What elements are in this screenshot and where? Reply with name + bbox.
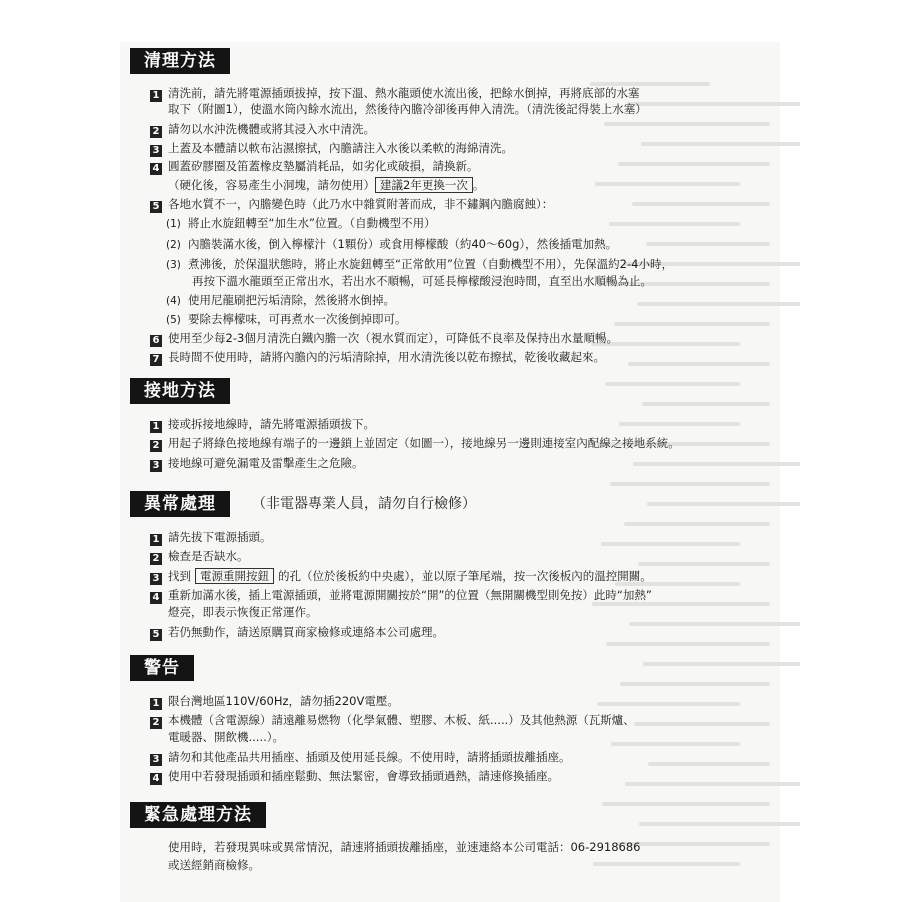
show-through-line: [609, 222, 740, 226]
text-line: [150, 350, 605, 366]
text-line: [150, 588, 652, 604]
item-number-badge: 5: [150, 201, 162, 213]
text-line: [150, 456, 364, 472]
text-line: [150, 122, 375, 138]
show-through-line: [611, 742, 740, 746]
line-text: 請勿和其他產品共用插座、插頭及使用延長線。不使用時，請將插頭拔離插座。: [168, 750, 571, 764]
section-title: 警告: [130, 655, 194, 681]
show-through-line: [629, 622, 800, 626]
show-through-line: [628, 362, 770, 366]
note-prefix: （硬化後，容易產生小洞塊，請勿使用）: [168, 178, 375, 192]
sub-item-number: (2): [166, 239, 181, 251]
line-text: 限台灣地區110V/60Hz，請勿插220V電壓。: [168, 694, 399, 708]
show-through-line: [624, 522, 770, 526]
show-through-line: [637, 302, 800, 306]
item-number-badge: 4: [150, 773, 162, 785]
text-line: [150, 713, 635, 729]
item-number-badge: 5: [150, 629, 162, 641]
item-number-badge: 2: [150, 717, 162, 729]
text-line: [168, 605, 318, 620]
text-line: [150, 86, 640, 102]
item-number-badge: 1: [150, 421, 162, 433]
show-through-line: [639, 822, 800, 826]
item-number-badge: 3: [150, 145, 162, 157]
show-through-line: [620, 682, 770, 686]
sub-item-text: 再按下溫水龍頭至正常出水，若出水不順暢，可延長檸檬酸浸泡時間，直至出水順暢為止。: [192, 274, 652, 288]
replace-advice-box: 建議2年更換一次: [375, 177, 473, 193]
show-through-line: [605, 382, 740, 386]
reset-button-box: 電源重開按鈕: [195, 568, 274, 584]
sub-item-line: [166, 237, 617, 253]
line-text: 電暖器、開飲機.....）。: [168, 730, 285, 744]
line-text: 燈亮，即表示恢復正常運作。: [168, 605, 318, 619]
abnormal-item-3: [150, 569, 652, 585]
sub-item-number: (3): [166, 259, 181, 271]
text-line: [150, 549, 249, 565]
show-through-line: [619, 422, 740, 426]
line-text: 重新加滿水後，插上電源插頭，並將電源開關按於“開”的位置（無開關機型則免按）此時“加熱”: [168, 588, 652, 602]
show-through-line: [614, 322, 770, 326]
item-number-badge: 4: [150, 592, 162, 604]
show-through-line: [647, 502, 800, 506]
item-number-badge: 3: [150, 754, 162, 766]
section-title: 清理方法: [130, 48, 230, 74]
sub-item-line: [166, 216, 436, 232]
show-through-line: [633, 462, 800, 466]
line-text: 請勿以水沖洗機體或將其浸入水中清洗。: [168, 122, 375, 136]
show-through-line: [638, 562, 770, 566]
sub-item-number: (4): [166, 295, 181, 307]
show-through-line: [601, 542, 740, 546]
text-line: [168, 840, 641, 855]
show-through-line: [604, 122, 770, 126]
item-number-badge: 1: [150, 90, 162, 102]
line-text: 取下（附圖1），使溫水筒內餘水流出，然後待內膽冷卻後再伸入清洗。（清洗後記得裝上水塞）: [168, 102, 647, 116]
line-text: 接或拆接地線時，請先將電源插頭拔下。: [168, 417, 375, 431]
text-line: [150, 530, 272, 546]
text-line: [168, 730, 284, 745]
show-through-line: [634, 722, 770, 726]
sub-item-text: 要除去檸檬味，可再煮水一次後倒掉即可。: [188, 312, 407, 326]
line-text: 本機體（含電源線）請遠離易燃物（化學氣體、塑膠、木板、紙.....）及其他熱源（瓦斯爐、: [168, 713, 635, 727]
line-text: 使用至少每2-3個月清洗白鐵內膽一次（視水質而定），可降低不良率及保持出水量順暢。: [168, 331, 619, 345]
sub-item-text: 使用尼龍刷把污垢清除，然後將水倒掉。: [188, 293, 395, 307]
show-through-line: [597, 702, 740, 706]
show-through-line: [595, 182, 740, 186]
line-text: 清洗前，請先將電源插頭拔掉，按下溫、熱水龍頭使水流出後，把餘水倒掉，再將底部的水塞: [168, 86, 640, 100]
item-number-badge: 3: [150, 460, 162, 472]
item-number-badge: 6: [150, 335, 162, 347]
show-through-line: [625, 782, 800, 786]
item-number-badge: 1: [150, 534, 162, 546]
line-text: 請先拔下電源插頭。: [168, 530, 272, 544]
item-number-badge: 2: [150, 126, 162, 138]
sub-item-text: 內膽裝滿水後，倒入檸檬汁（1顆份）或食用檸檬酸（約40～60g），然後插電加熱。: [188, 237, 618, 251]
show-through-line: [610, 482, 770, 486]
item3-prefix: 找到: [168, 569, 191, 583]
line-text: 檢查是否缺水。: [168, 549, 249, 563]
text-line: [150, 769, 559, 785]
item-number-badge: 2: [150, 440, 162, 452]
text-line: [150, 750, 571, 766]
line-text: 若仍無動作，請送原購買商家檢修或連絡本公司處理。: [168, 625, 444, 639]
show-through-line: [593, 862, 740, 866]
item-number-badge: 1: [150, 698, 162, 710]
show-through-line: [641, 142, 800, 146]
show-through-line: [627, 102, 800, 106]
sub-item-text: 煮沸後，於保溫狀態時，將止水旋鈕轉至“正常飲用”位置（自動機型不用），先保溫約2-4小時，: [188, 257, 673, 271]
item-number-badge: 4: [150, 163, 162, 175]
text-line: [150, 694, 399, 710]
line-text: 圓蓋矽膠圈及笛蓋橡皮墊屬消耗品，如劣化或破損，請換新。: [168, 159, 479, 173]
text-line: [150, 141, 513, 157]
text-line: [168, 858, 260, 873]
line-text: 使用中若發現插頭和插座鬆動、無法緊密，會導致插頭過熱，請速修換插座。: [168, 769, 559, 783]
text-line: [150, 417, 375, 433]
item-number-badge: 3: [150, 573, 162, 585]
show-through-line: [642, 402, 770, 406]
item-number-badge: 2: [150, 553, 162, 565]
sub-item-number: (1): [166, 218, 181, 230]
text-line: [150, 436, 680, 452]
text-line: [150, 625, 444, 641]
sub-item-line: [166, 312, 407, 328]
sub-item-line: [166, 293, 395, 309]
line-text: 使用時，若發現異味或異常情況，請速將插頭拔離插座，並速連絡本公司電話：06-2918686: [168, 840, 641, 854]
item3-suffix: 的孔（位於後板約中央處），並以原子筆尾端，按一次後板內的溫控開關。: [278, 569, 652, 583]
text-line: [150, 331, 618, 347]
note-suffix: 。: [472, 178, 485, 192]
item4-note: [168, 178, 484, 193]
text-line: [168, 102, 647, 117]
show-through-line: [648, 762, 770, 766]
show-through-line: [602, 802, 770, 806]
line-text: 或送經銷商檢修。: [168, 858, 260, 872]
sub-item-line: [192, 274, 652, 289]
item-number-badge: 7: [150, 354, 162, 366]
line-text: 接地線可避免漏電及雷擊產生之危險。: [168, 456, 364, 470]
show-through-line: [643, 662, 800, 666]
section-note: （非電器專業人員，請勿自行檢修）: [252, 496, 476, 512]
sub-item-text: 將止水旋鈕轉至“加生水”位置。（自動機型不用）: [188, 216, 436, 230]
line-text: 上蓋及本體請以軟布沾濕擦拭，內膽請注入水後以柔軟的海綿清洗。: [168, 141, 513, 155]
sub-item-line: [166, 257, 673, 273]
line-text: 各地水質不一，內膽變色時（此乃水中雜質附著而成，非不鏽鋼內膽腐蝕）：: [168, 197, 554, 211]
section-title: 緊急處理方法: [130, 802, 266, 828]
text-line: [150, 159, 479, 175]
line-text: 長時間不使用時，請將內膽內的污垢清除掉，用水清洗後以乾布擦拭，乾後收藏起來。: [168, 350, 605, 364]
text-line: [150, 197, 553, 213]
section-title: 接地方法: [130, 378, 230, 404]
show-through-line: [606, 642, 770, 646]
section-title: 異常處理: [130, 491, 230, 517]
show-through-line: [618, 162, 770, 166]
sub-item-number: (5): [166, 314, 181, 326]
show-through-line: [632, 202, 770, 206]
show-through-line: [646, 242, 770, 246]
line-text: 用起子將綠色接地線有端子的一邊鎖上並固定（如圖一），接地線另一邊則連接室內配線之接地系統。: [168, 436, 680, 450]
